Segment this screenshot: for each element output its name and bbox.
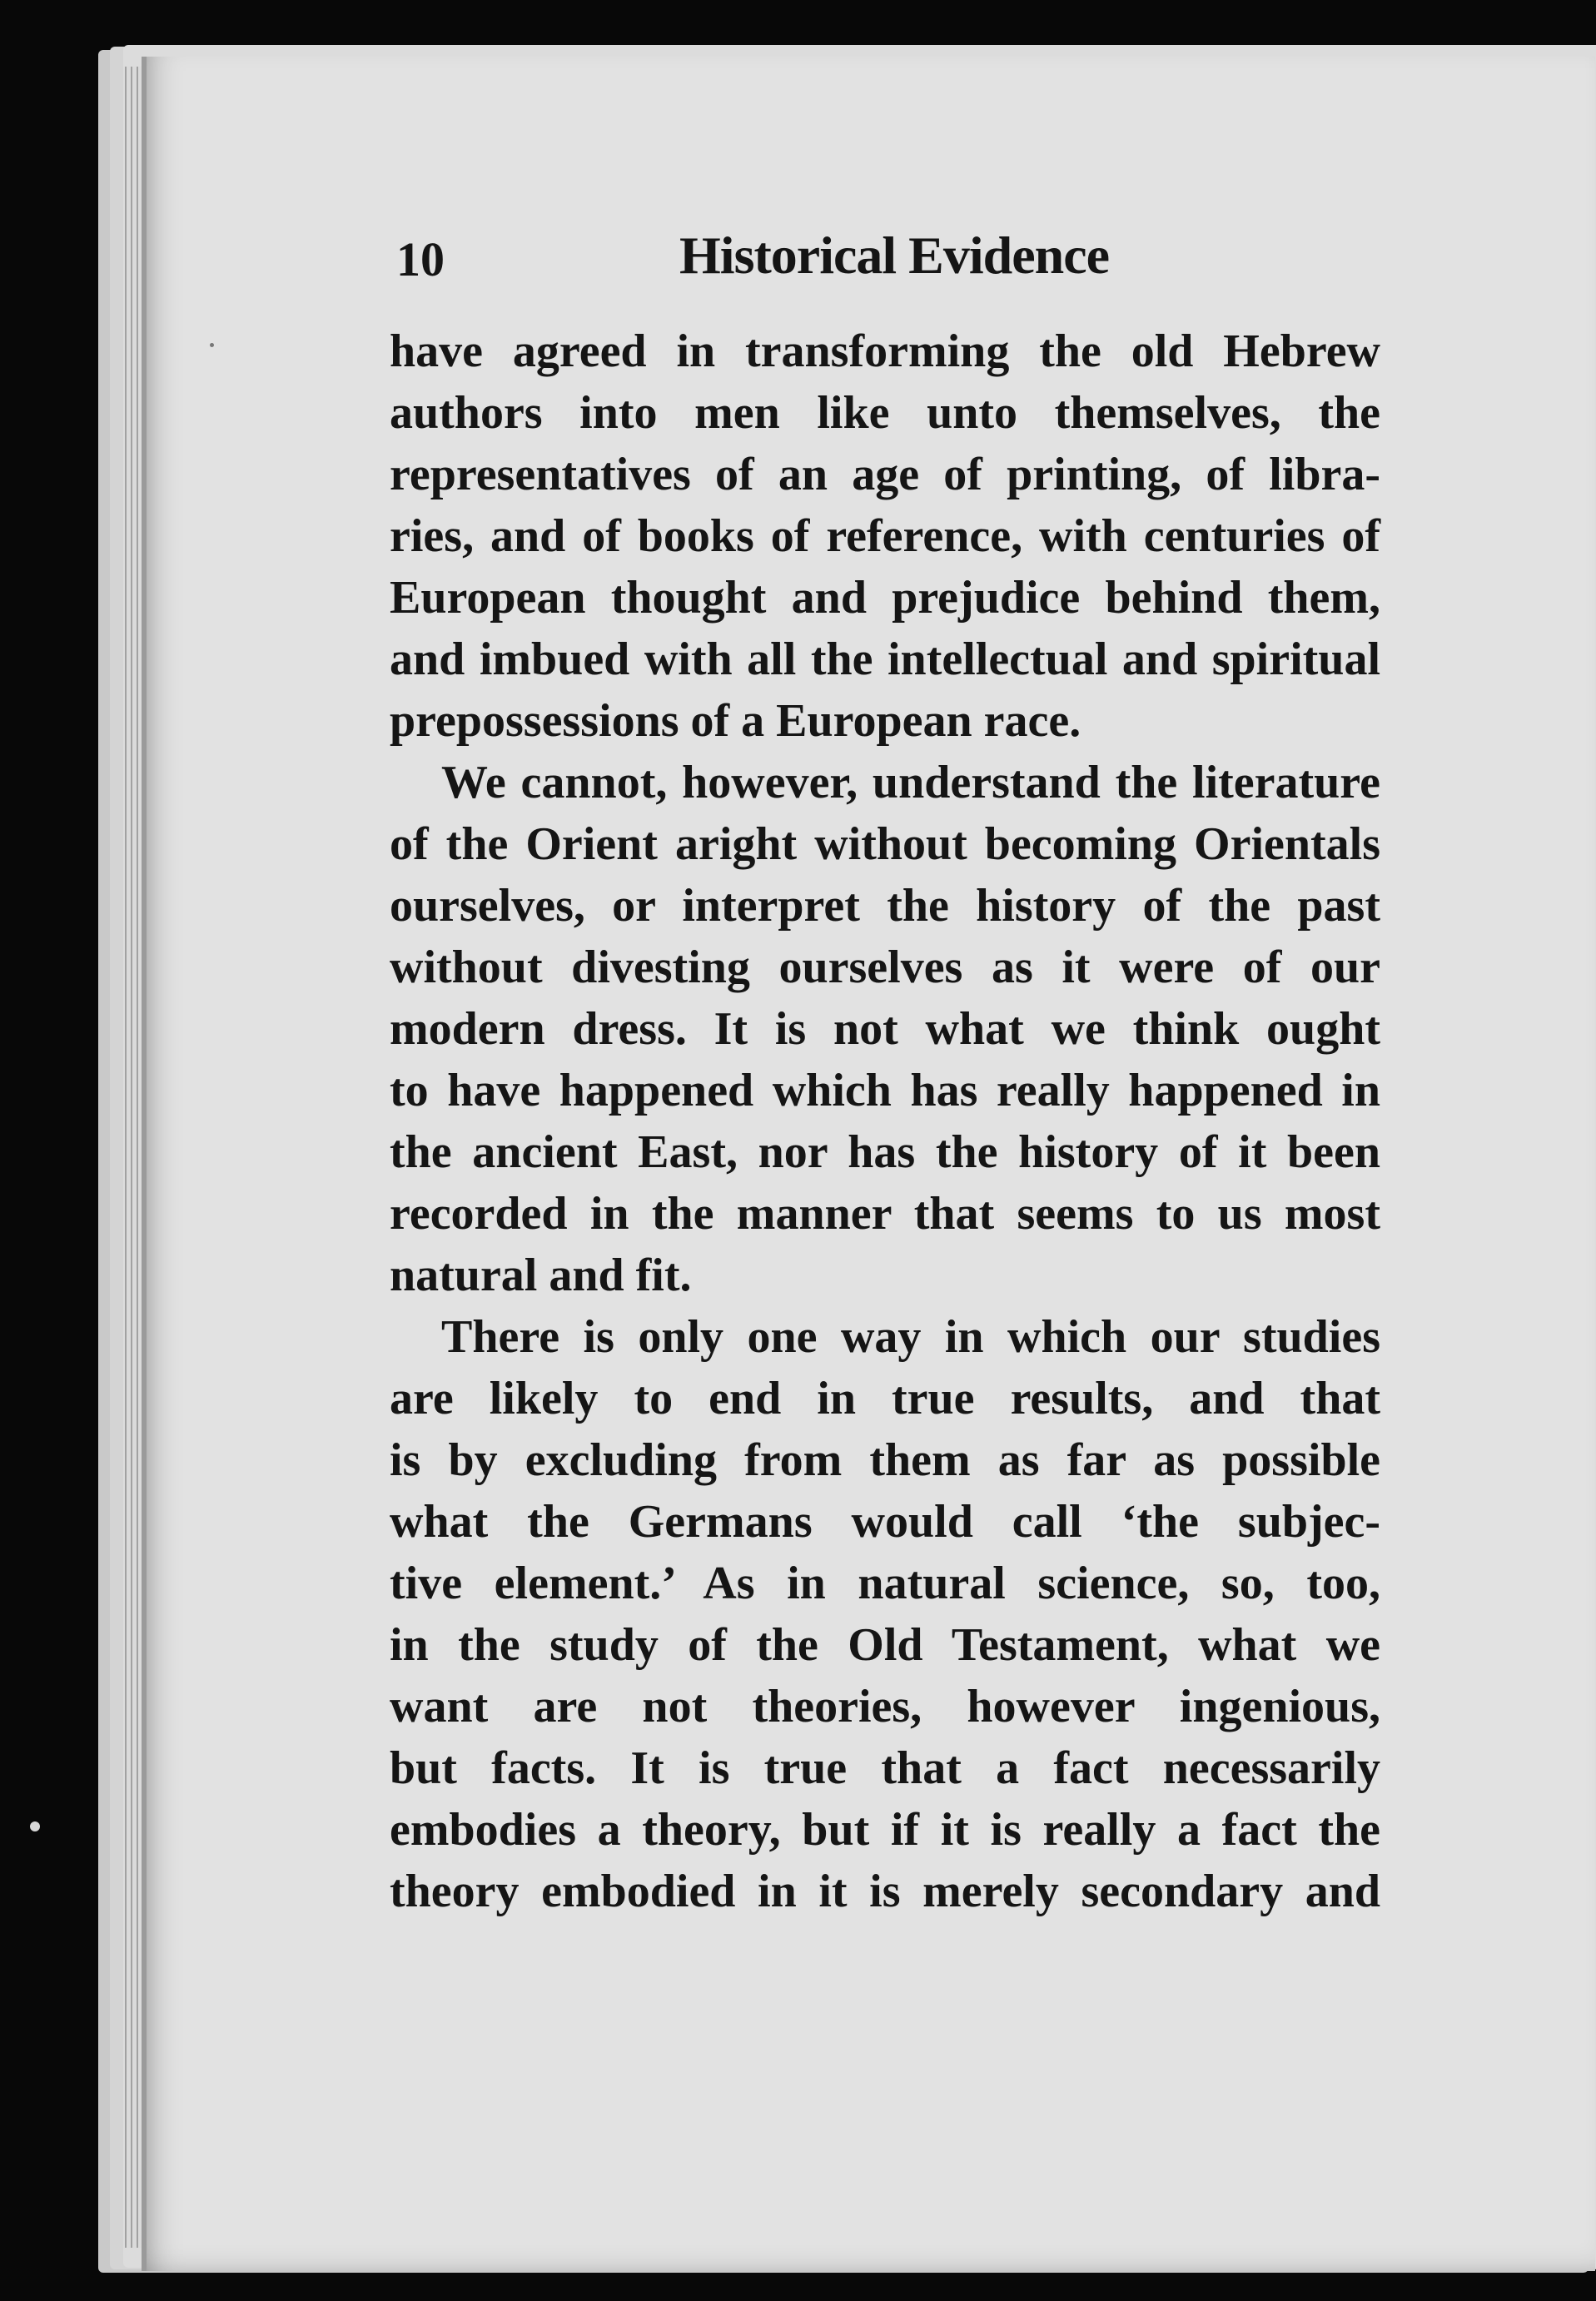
page-number: 10: [396, 232, 445, 286]
text-line: is by excluding from them as far as possible: [390, 1434, 1380, 1486]
text-line: the ancient East, nor has the history of it been: [390, 1126, 1380, 1178]
text-line: but facts. It is true that a fact necessarily: [390, 1742, 1380, 1794]
body-text: [390, 321, 1380, 1922]
text-line: European thought and prejudice behind them,: [390, 572, 1380, 624]
text-line: to have happened which has really happened in: [390, 1065, 1380, 1116]
speck: [30, 1821, 40, 1831]
text-line: in the study of the Old Testament, what we: [390, 1619, 1380, 1671]
running-head-title: Historical Evidence: [679, 226, 1110, 285]
text-line: prepossessions of a European race.: [390, 695, 1081, 747]
text-line: of the Orient aright without becoming Orientals: [390, 818, 1380, 870]
text-line: embodies a theory, but if it is really a fact the: [390, 1804, 1380, 1856]
text-line: representatives of an age of printing, of libra-: [390, 449, 1380, 500]
text-line: modern dress. It is not what we think ought: [390, 1003, 1380, 1055]
text-line: ries, and of books of reference, with centuries of: [390, 510, 1380, 562]
text-line: want are not theories, however ingenious,: [390, 1681, 1380, 1732]
text-line: natural and fit.: [390, 1250, 692, 1301]
text-line: what the Germans would call ‘the subjec-: [390, 1496, 1380, 1548]
paragraph-2: [390, 752, 1380, 1306]
text-line: without divesting ourselves as it were of our: [390, 942, 1380, 993]
text-line: are likely to end in true results, and that: [390, 1373, 1380, 1424]
text-line: ourselves, or interpret the history of the past: [390, 880, 1380, 932]
text-line: We cannot, however, understand the literature: [441, 757, 1380, 808]
text-line: and imbued with all the intellectual and spiritual: [390, 634, 1380, 685]
text-line: tive element.’ As in natural science, so, too,: [390, 1558, 1380, 1609]
text-line: have agreed in transforming the old Hebrew: [390, 326, 1380, 377]
paragraph-3: [390, 1306, 1380, 1922]
paragraph-1: [390, 321, 1380, 752]
running-head: [396, 225, 1379, 300]
speck: [210, 343, 214, 347]
text-line: There is only one way in which our studies: [441, 1311, 1380, 1363]
text-line: recorded in the manner that seems to us most: [390, 1188, 1380, 1240]
text-line: authors into men like unto themselves, the: [390, 387, 1380, 439]
text-line: theory embodied in it is merely secondary and: [390, 1866, 1380, 1917]
